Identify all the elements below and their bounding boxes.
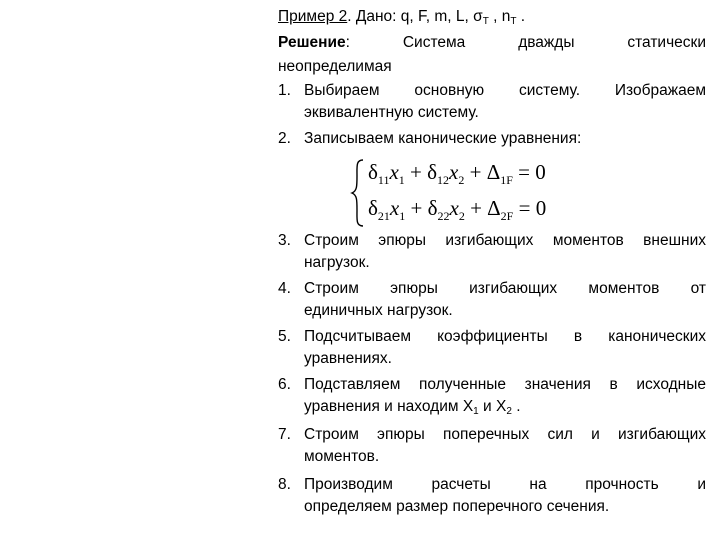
n-text: , n bbox=[488, 8, 511, 25]
given-text: . Дано: q, F, m, L, σ bbox=[347, 8, 483, 25]
solution-line bbox=[278, 32, 706, 54]
step-1-line-2: эквивалентную систему. bbox=[304, 104, 479, 121]
left-brace-icon bbox=[350, 158, 366, 228]
step-6 bbox=[304, 374, 706, 423]
step-7-line-2: моментов. bbox=[304, 448, 380, 465]
step-8-line-2: определяем размер поперечного сечения. bbox=[304, 498, 610, 515]
solution-word-3: статически bbox=[627, 34, 706, 51]
step-2-number: 2. bbox=[278, 130, 291, 147]
step-3-line-2: нагрузок. bbox=[304, 254, 370, 271]
step-6-number: 6. bbox=[278, 376, 291, 393]
sigma-subscript: T bbox=[482, 16, 489, 27]
solution-word-2: дважды bbox=[518, 34, 575, 51]
step-8 bbox=[304, 474, 706, 518]
step-7 bbox=[304, 424, 706, 468]
step-6-line-2: уравнения и находим $X_1$ и $X_2$ . bbox=[304, 398, 521, 417]
example-title: Пример 2 bbox=[278, 8, 348, 25]
step-5 bbox=[304, 326, 706, 370]
step-8-number: 8. bbox=[278, 476, 291, 493]
step-5-line-1: Подсчитываем коэффициенты в канонических bbox=[304, 328, 706, 345]
step-1 bbox=[304, 80, 706, 124]
step-2 bbox=[304, 128, 706, 150]
step-7-number: 7. bbox=[278, 426, 291, 443]
step-5-line-2: уравнениях. bbox=[304, 350, 392, 367]
equation-row-1: $\delta_{11}x_1 + \delta_{12}x_2 + \Delta_{1F} = 0$ bbox=[368, 160, 546, 187]
canonical-equations bbox=[350, 158, 560, 228]
header-end: . bbox=[516, 8, 526, 25]
solution-word-1: Система bbox=[402, 34, 466, 51]
step-3-number: 3. bbox=[278, 232, 291, 249]
solution-label: Решение bbox=[278, 34, 346, 51]
step-1-line-1: Выбираем основную систему. Изображаем bbox=[304, 82, 706, 99]
step-6-line-1: Подставляем полученные значения в исходные bbox=[304, 376, 706, 393]
solution-line-2: неопределимая bbox=[278, 58, 392, 75]
step-4 bbox=[304, 278, 706, 322]
step-8-line-1: Производим расчеты на прочность и bbox=[304, 476, 706, 493]
step-4-line-1: Строим эпюры изгибающих моментов от bbox=[304, 280, 706, 297]
step-3-line-1: Строим эпюры изгибающих моментов внешних bbox=[304, 232, 706, 249]
step-3 bbox=[304, 230, 706, 274]
step-4-number: 4. bbox=[278, 280, 291, 297]
step-1-number: 1. bbox=[278, 82, 291, 99]
equation-row-2: $\delta_{21}x_1 + \delta_{22}x_2 + \Delta_{2F} = 0$ bbox=[368, 196, 547, 223]
n-subscript: T bbox=[510, 16, 517, 27]
step-4-line-2: единичных нагрузок. bbox=[304, 302, 453, 319]
step-7-line-1: Строим эпюры поперечных сил и изгибающих bbox=[304, 426, 706, 443]
step-5-number: 5. bbox=[278, 328, 291, 345]
example-header bbox=[278, 6, 706, 33]
solution-colon: : bbox=[345, 34, 350, 51]
step-2-line-1: Записываем канонические уравнения: bbox=[304, 130, 582, 147]
